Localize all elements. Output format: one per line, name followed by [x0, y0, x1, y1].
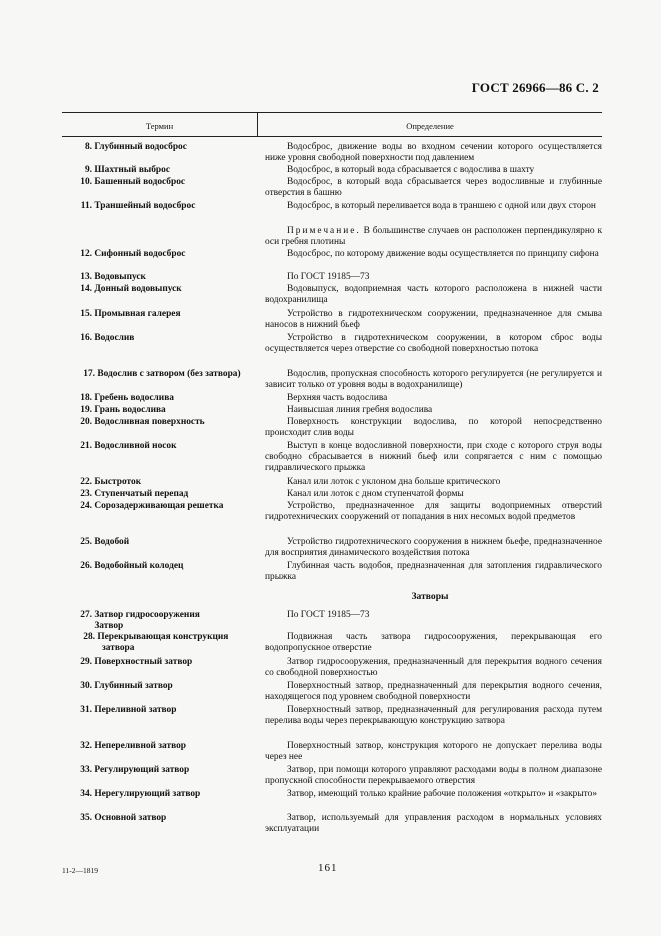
definition: Канал или лоток с дном ступенчатой формы: [287, 489, 464, 499]
definition: Водосброс, движение воды во входном сечении которого осуществляется ниже уровня свободной поверхности под давлением: [265, 142, 602, 164]
definition: Устройство в гидротехническом сооружении, предназначенное для смыва наносов в нижний бьеф: [265, 309, 602, 331]
table-header-rule: [62, 136, 602, 137]
definition: Наивысшая линия гребня водослива: [287, 405, 433, 415]
term: 14. Донный водовыпуск: [80, 284, 182, 294]
term: 30. Глубинный затвор: [80, 681, 173, 691]
term: 35. Основной затвор: [80, 813, 167, 823]
term: 13. Водовыпуск: [80, 272, 146, 282]
definition: Водосброс, в который переливается вода в траншею с одной или двух сторон: [287, 201, 596, 211]
term: 33. Регулирующий затвор: [80, 765, 190, 775]
definition: Водосброс, в который вода сбрасывается с водослива в шахту: [287, 165, 535, 175]
term: 16. Водослив: [80, 333, 135, 343]
term: 29. Поверхностный затвор: [80, 657, 193, 667]
term: 21. Водосливной носок: [80, 441, 177, 451]
column-header-term: Термин: [145, 121, 174, 131]
definition: Водосброс, в который вода сбрасывается через водосливные и глубинные отверстия в башню: [265, 177, 602, 199]
definition: Канал или лоток с уклоном дна больше критического: [287, 477, 501, 487]
term: 17. Водослив с затвором (без затвора): [83, 369, 241, 379]
term: 18. Гребень водослива: [80, 393, 174, 403]
term: 32. Непереливной затвор: [80, 741, 187, 751]
definition: По ГОСТ 19185—73: [287, 610, 370, 620]
page-number: 161: [318, 862, 338, 874]
term: 19. Грань водослива: [80, 405, 166, 415]
definition: Затвор, используемый для управления расходом в нормальных условиях эксплуатации: [265, 813, 602, 835]
term: 15. Промывная галерея: [80, 309, 181, 319]
term: 9. Шахтный выброс: [84, 165, 170, 175]
definition: Затвор, имеющий только крайние рабочие положения «открыто» и «закрыто»: [287, 789, 598, 799]
term: 31. Переливной затвор: [80, 705, 177, 715]
term: 28. Перекрывающая конструкция затвора: [83, 632, 229, 654]
definition: Выступ в конце водосливной поверхности, при сходе с которого струя воды свободно сбрасывается в нижний бьеф или сопрягается с ним с помощью гидравлического прыжка: [265, 441, 602, 474]
term: 24. Сорозадерживающая решетка: [80, 501, 224, 511]
definition: Устройство в гидротехническом сооружении, в котором сброс воды осуществляется через отверстие со свободной поверхностью потока: [265, 333, 602, 355]
term: 12. Сифонный водосброс: [80, 249, 186, 259]
term: 11. Траншейный водосброс: [80, 201, 196, 211]
note: Примечание. В большинстве случаев он расположен перпендикулярно к оси гребня плотины: [265, 226, 602, 248]
definition: Поверхностный затвор, предназначенный для перекрытия водного сечения, находящегося под уровнем свободной поверхности: [265, 681, 602, 703]
definition: Глубинная часть водобоя, предназначенная для затопления гидравлического прыжка: [265, 561, 602, 583]
term: 8. Глубинный водосброс: [84, 142, 187, 152]
term: 10. Башенный водосброс: [80, 177, 186, 187]
definition: Водосброс, по которому движение воды осуществляется по принципу сифона: [287, 249, 599, 259]
definition: Водослив, пропускная способность которого регулируется (не регулируется и зависит только от уровня воды в водохранилище): [265, 369, 602, 391]
definition: Затвор, при помощи которого управляют расходами воды в полном диапазоне пропускной способности перекрываемого отверстия: [265, 765, 602, 787]
term: 34. Нерегулирующий затвор: [80, 789, 201, 799]
table-top-rule: [62, 112, 602, 113]
term: 27. Затвор гидросооружения Затвор: [80, 610, 200, 632]
definition: Водовыпуск, водоприемная часть которого расположена в нижней части водохранилища: [265, 284, 602, 306]
term: 20. Водосливная поверхность: [80, 417, 205, 427]
definition: Подвижная часть затвора гидросооружения, перекрывающая его водопропускное отверстие: [265, 632, 602, 654]
definition: Затвор гидросооружения, предназначенный для перекрытия водного сечения со свободной поверхностью: [265, 657, 602, 679]
definition: Поверхностный затвор, конструкция которого не допускает перелива воды через нее: [265, 741, 602, 763]
section-heading: Затворы: [411, 591, 449, 602]
definition: Поверхностный затвор, предназначенный для регулирования расхода путем перелива воды через перекрывающую конструкцию затвора: [265, 705, 602, 727]
definition: Поверхность конструкции водослива, по которой непосредственно происходит слив воды: [265, 417, 602, 439]
term: 23. Ступенчатый перепад: [80, 489, 189, 499]
column-header-definition: Определение: [406, 121, 454, 131]
definition: Устройство, предназначенное для защиты водоприемных отверстий гидротехнических сооружений от попадания в них несомых водой предметов: [265, 501, 602, 523]
definition: По ГОСТ 19185—73: [287, 272, 370, 282]
term: 22. Быстроток: [80, 477, 142, 487]
definition: Устройство гидротехнического сооружения в нижнем бьефе, предназначенное для восприятия динамического воздействия потока: [265, 537, 602, 559]
term: 26. Водобойный колодец: [80, 561, 184, 571]
print-code: 11-2—1819: [62, 866, 98, 875]
document-header: ГОСТ 26966—86 С. 2: [471, 80, 599, 95]
term: 25. Водобой: [80, 537, 130, 547]
definition: Верхняя часть водослива: [287, 393, 388, 403]
